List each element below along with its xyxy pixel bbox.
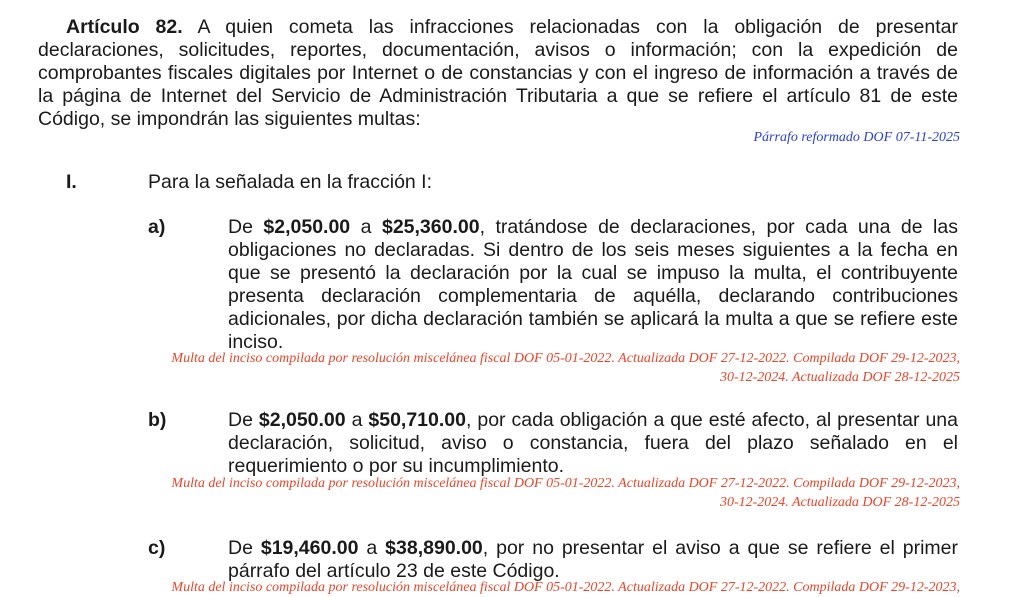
item-a-amount-min: $2,050.00 [263,216,351,238]
item-letter-b: b) [148,409,167,431]
item-c-connector: a [358,537,386,559]
item-a-line-2: obligaciones no declaradas. Si dentro de los seis meses siguientes a la fecha en [228,239,958,261]
item-c-line-1 [228,537,958,559]
item-b-line-2: declaración, solicitud, aviso o constancia, fuera del plazo señalado en el [228,432,958,454]
item-c-line-2: párrafo del artículo 23 de este Código. [228,560,560,582]
article-text-line: A quien cometa las infracciones relacionadas con la obligación de presentar [182,16,958,38]
item-a-line-5: adicionales, por dicha declaración también se aplicará la multa a que se refiere este [228,308,958,330]
reform-note: Párrafo reformado DOF 07-11-2025 [753,130,960,145]
item-a-line-4: presenta declaración complementaria de aquélla, declarando contribuciones [228,285,958,307]
item-b-connector: a [345,409,369,431]
item-b-line-3: requerimiento o por su incumplimiento. [228,455,564,477]
item-c-note-line-1: Multa del inciso compilada por resolución miscelánea fiscal DOF 05-01-2022. Actualizada DOF 27-12-2022. Compilada DOF 29-12-2023, [171,580,960,595]
item-c-prefix: De [228,537,261,559]
item-b-line-1 [228,409,958,431]
item-b-amount-max: $50,710.00 [368,409,466,431]
article-line-2: declaraciones, solicitudes, reportes, documentación, avisos o información; con la expedición de [38,39,958,61]
item-b-prefix: De [228,409,259,431]
item-a-line-1 [228,216,958,238]
article-line-1 [66,16,958,38]
item-letter-a: a) [148,216,166,238]
article-title: Artículo 82. [66,16,183,38]
item-c-first-rest: , por no presentar el aviso a que se refiere el primer [482,537,958,559]
fraction-text: Para la señalada en la fracción I: [148,171,433,193]
item-a-first-rest: , tratándose de declaraciones, por cada una de las [479,216,958,238]
item-c-amount-min: $19,460.00 [260,537,359,559]
item-b-first-rest: , por cada obligación a que esté afecto, al presentar una [465,409,958,431]
item-b-note-line-2: 30-12-2024. Actualizada DOF 28-12-2025 [719,495,960,510]
fraction-number: I. [66,171,77,193]
item-a-line-3: que se presentó la declaración por la cual se impuso la multa, el contribuyente [228,262,958,284]
item-a-note-line-1: Multa del inciso compilada por resolución miscelánea fiscal DOF 05-01-2022. Actualizada DOF 27-12-2022. Compilada DOF 29-12-2023, [171,351,960,366]
item-a-prefix: De [228,216,264,238]
article-line-5: Código, se impondrán las siguientes multas: [38,108,421,130]
item-letter-c: c) [148,537,166,559]
item-a-note-line-2: 30-12-2024. Actualizada DOF 28-12-2025 [719,370,960,385]
article-line-4: la página de Internet del Servicio de Administración Tributaria a que se refiere el artículo 81 de este [38,85,958,107]
item-a-connector: a [350,216,382,238]
article-line-3: comprobantes fiscales digitales por Internet o de constancias y con el ingreso de información a través de [38,62,958,84]
item-b-amount-min: $2,050.00 [258,409,346,431]
item-a-line-6: inciso. [228,331,284,353]
item-b-note-line-1: Multa del inciso compilada por resolución miscelánea fiscal DOF 05-01-2022. Actualizada DOF 27-12-2022. Compilada DOF 29-12-2023, [171,476,960,491]
item-c-amount-max: $38,890.00 [385,537,483,559]
item-a-amount-max: $25,360.00 [381,216,480,238]
